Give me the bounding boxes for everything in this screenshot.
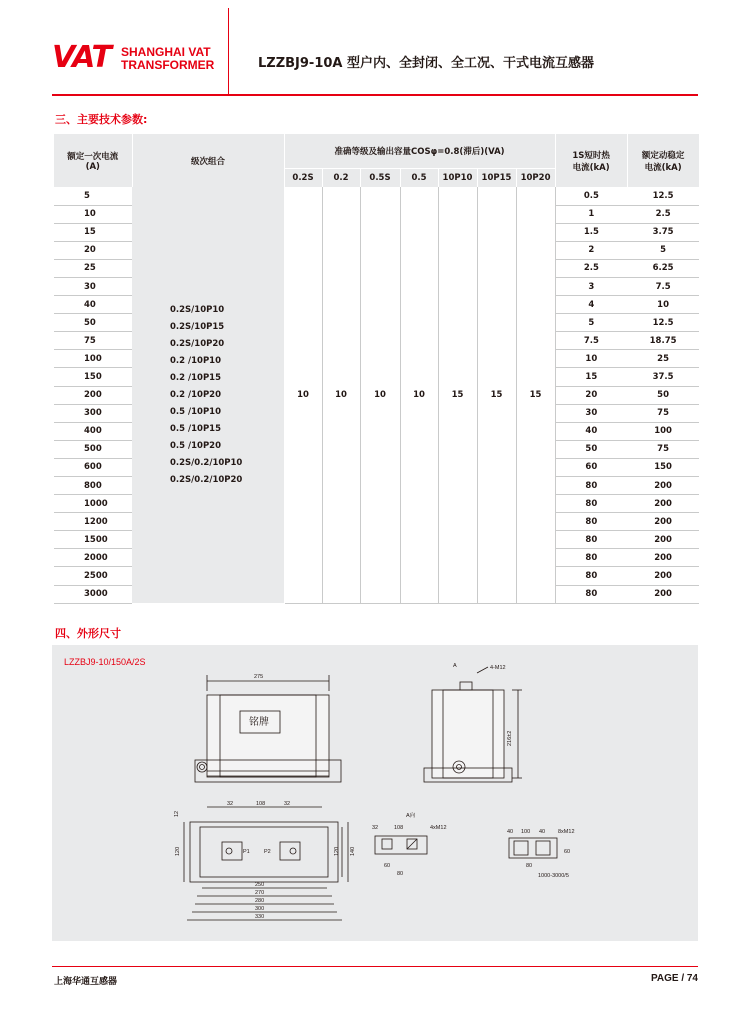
dynamic-current-cell: 75: [627, 404, 699, 422]
label-a: A: [453, 663, 457, 669]
thermal-current-cell: 80: [555, 495, 627, 513]
large-current-view-drawing: [507, 829, 575, 879]
section-title-specs: 三、主要技术参数:: [55, 113, 148, 126]
company-name: [121, 46, 214, 72]
company-name-line1: SHANGHAI VAT: [121, 45, 211, 59]
label-4m12: 4-M12: [490, 665, 506, 671]
rated-current-cell: 1200: [54, 513, 132, 531]
thermal-current-cell: 80: [555, 477, 627, 495]
nameplate-label: 铭牌: [249, 717, 269, 728]
dynamic-current-cell: 75: [627, 440, 699, 458]
dynamic-current-cell: 50: [627, 386, 699, 404]
r-dim-80: 80: [526, 863, 533, 869]
accuracy-class-header: 0.2: [322, 168, 360, 187]
accuracy-value-cell: 15: [516, 187, 555, 603]
footer-rule: [52, 966, 698, 967]
dim-32a: 32: [227, 801, 234, 807]
thermal-current-cell: 2: [555, 241, 627, 259]
accuracy-class-header: 0.5: [400, 168, 438, 187]
a-view-drawing: [372, 811, 447, 877]
thermal-current-cell: 80: [555, 567, 627, 585]
table-row: [54, 187, 699, 205]
rated-current-cell: 20: [54, 241, 132, 259]
current-range-label: 1000-3000/5: [538, 873, 569, 879]
dim-108: 108: [256, 801, 266, 807]
rated-current-cell: 25: [54, 259, 132, 277]
thermal-current-cell: 7.5: [555, 332, 627, 350]
header-short-time-current: [555, 134, 627, 187]
combination-item: 0.2S/0.2/10P20: [170, 474, 243, 485]
front-view-drawing: [195, 674, 341, 782]
header-rule: [52, 94, 698, 96]
thermal-current-cell: 50: [555, 440, 627, 458]
rated-current-cell: 75: [54, 332, 132, 350]
r-dim-60: 60: [564, 849, 571, 855]
accuracy-class-header: 10P20: [516, 168, 555, 187]
rated-current-cell: 1500: [54, 531, 132, 549]
thermal-current-cell: 20: [555, 386, 627, 404]
thermal-current-cell: 1.5: [555, 223, 627, 241]
dynamic-current-cell: 6.25: [627, 259, 699, 277]
company-name-line2: TRANSFORMER: [121, 58, 215, 72]
dim-270: 270: [255, 890, 265, 896]
dynamic-current-cell: 200: [627, 531, 699, 549]
accuracy-value-cell: 15: [477, 187, 516, 603]
dim-250: 250: [255, 882, 265, 888]
dynamic-current-cell: 5: [627, 241, 699, 259]
accuracy-class-header: 0.2S: [284, 168, 322, 187]
thermal-current-cell: 3: [555, 277, 627, 295]
rated-current-cell: 30: [54, 277, 132, 295]
combination-item: 0.2 /10P20: [170, 389, 222, 400]
section-title-dimensions: 四、外形尺寸: [55, 627, 121, 640]
thermal-current-cell: 10: [555, 350, 627, 368]
rated-current-cell: 600: [54, 458, 132, 476]
header-divider: [228, 8, 229, 94]
dynamic-current-cell: 200: [627, 549, 699, 567]
dynamic-current-cell: 18.75: [627, 332, 699, 350]
dynamic-current-cell: 12.5: [627, 314, 699, 332]
dynamic-current-cell: 2.5: [627, 205, 699, 223]
thermal-current-cell: 80: [555, 585, 627, 603]
rated-current-cell: 150: [54, 368, 132, 386]
combination-item: 0.2S/10P15: [170, 321, 225, 332]
dim-330: 330: [255, 914, 265, 920]
header-rated-current: [54, 134, 132, 187]
dim-300: 300: [255, 906, 265, 912]
thermal-current-cell: 40: [555, 422, 627, 440]
thermal-current-cell: 60: [555, 458, 627, 476]
dynamic-current-cell: 3.75: [627, 223, 699, 241]
terminal-p1: P1: [243, 849, 250, 855]
combination-item: 0.2S/10P20: [170, 338, 225, 349]
accuracy-value-cell: 15: [438, 187, 477, 603]
rated-current-cell: 200: [54, 386, 132, 404]
header-dynamic-current: [627, 134, 699, 187]
accuracy-value-cell: 10: [360, 187, 400, 603]
dim-120b: 120: [334, 846, 340, 856]
r-dim-40: 40: [507, 829, 514, 835]
rated-current-cell: 50: [54, 314, 132, 332]
a-view-label: A向: [406, 813, 416, 819]
thermal-current-cell: 15: [555, 368, 627, 386]
thermal-current-cell: 80: [555, 513, 627, 531]
rated-current-cell: 15: [54, 223, 132, 241]
thermal-current-cell: 80: [555, 531, 627, 549]
thermal-current-cell: 80: [555, 549, 627, 567]
combination-item: 0.5 /10P15: [170, 423, 222, 434]
dynamic-current-cell: 100: [627, 422, 699, 440]
dynamic-current-cell: 7.5: [627, 277, 699, 295]
a-dim-4m12: 4xM12: [430, 825, 447, 831]
a-dim-32: 32: [372, 825, 379, 831]
a-dim-60: 60: [384, 863, 391, 869]
model-label: LZZBJ9-10/150A/2S: [64, 657, 146, 667]
combination-item: 0.5 /10P10: [170, 406, 222, 417]
dynamic-current-cell: 200: [627, 477, 699, 495]
thermal-current-cell: 2.5: [555, 259, 627, 277]
accuracy-class-header: 10P15: [477, 168, 516, 187]
combination-item: 0.2S/10P10: [170, 304, 225, 315]
dim-32b: 32: [284, 801, 291, 807]
dynamic-current-cell: 200: [627, 585, 699, 603]
header-combination: 级次组合: [132, 134, 284, 187]
rated-current-cell: 1000: [54, 495, 132, 513]
thermal-current-cell: 30: [555, 404, 627, 422]
header-rated-current-label: 额定一次电流: [67, 151, 119, 162]
dynamic-current-cell: 25: [627, 350, 699, 368]
r-dim-8m12: 8xM12: [558, 829, 575, 835]
footer-company: 上海华通互感器: [54, 977, 118, 987]
r-dim-100: 100: [521, 829, 531, 835]
dynamic-current-cell: 200: [627, 513, 699, 531]
accuracy-class-header: 0.5S: [360, 168, 400, 187]
dim-280: 280: [255, 898, 265, 904]
dynamic-current-cell: 12.5: [627, 187, 699, 205]
dim-12: 12: [174, 810, 180, 817]
terminal-p2: P2: [264, 849, 271, 855]
rated-current-cell: 2000: [54, 549, 132, 567]
thermal-current-cell: 1: [555, 205, 627, 223]
dynamic-current-cell: 200: [627, 495, 699, 513]
dim-140: 140: [350, 846, 356, 856]
combination-item: 0.5 /10P20: [170, 440, 222, 451]
a-dim-80: 80: [397, 871, 404, 877]
rated-current-cell: 100: [54, 350, 132, 368]
accuracy-class-header: 10P10: [438, 168, 477, 187]
page-title: LZZBJ9-10A 型户内、全封闭、全工况、干式电流互感器: [258, 56, 595, 71]
accuracy-value-cell: 10: [284, 187, 322, 603]
dynamic-current-cell: 150: [627, 458, 699, 476]
dynamic-current-cell: 10: [627, 296, 699, 314]
combination-item: 0.2 /10P10: [170, 355, 222, 366]
thermal-current-cell: 0.5: [555, 187, 627, 205]
combination-item: 0.2 /10P15: [170, 372, 222, 383]
rated-current-cell: 10: [54, 205, 132, 223]
spec-table: [54, 134, 700, 604]
rated-current-cell: 40: [54, 296, 132, 314]
page-number: PAGE / 74: [650, 973, 698, 984]
side-view-drawing: [424, 663, 522, 782]
dim-275: 275: [254, 674, 264, 680]
rated-current-cell: 800: [54, 477, 132, 495]
rated-current-cell: 500: [54, 440, 132, 458]
thermal-current-cell: 4: [555, 296, 627, 314]
header-rated-current-unit: (A): [85, 161, 100, 172]
vat-logo: VAT: [52, 40, 111, 75]
dim-216: 216±2: [507, 730, 513, 746]
combination-cell: [132, 187, 284, 603]
a-dim-108: 108: [394, 825, 404, 831]
thermal-current-cell: 5: [555, 314, 627, 332]
rated-current-cell: 400: [54, 422, 132, 440]
combination-item: 0.2S/0.2/10P10: [170, 457, 243, 468]
header-dynamic-line2: 电流(kA): [644, 162, 682, 173]
rated-current-cell: 2500: [54, 567, 132, 585]
rated-current-cell: 3000: [54, 585, 132, 603]
rated-current-cell: 5: [54, 187, 132, 205]
r-dim-40b: 40: [539, 829, 546, 835]
dynamic-current-cell: 200: [627, 567, 699, 585]
accuracy-value-cell: 10: [400, 187, 438, 603]
page-header: [0, 0, 750, 95]
dynamic-current-cell: 37.5: [627, 368, 699, 386]
dimension-drawings: [52, 645, 698, 941]
header-accuracy: 准确等级及输出容量COSφ=0.8(滞后)(VA): [284, 134, 555, 168]
rated-current-cell: 300: [54, 404, 132, 422]
header-short-time-line2: 电流(kA): [572, 162, 610, 173]
accuracy-value-cell: 10: [322, 187, 360, 603]
plan-view-drawing: [174, 801, 356, 920]
dim-120: 120: [175, 846, 181, 856]
header-short-time-line1: 1S短时热: [572, 150, 610, 161]
header-dynamic-line1: 额定动稳定: [641, 150, 685, 161]
